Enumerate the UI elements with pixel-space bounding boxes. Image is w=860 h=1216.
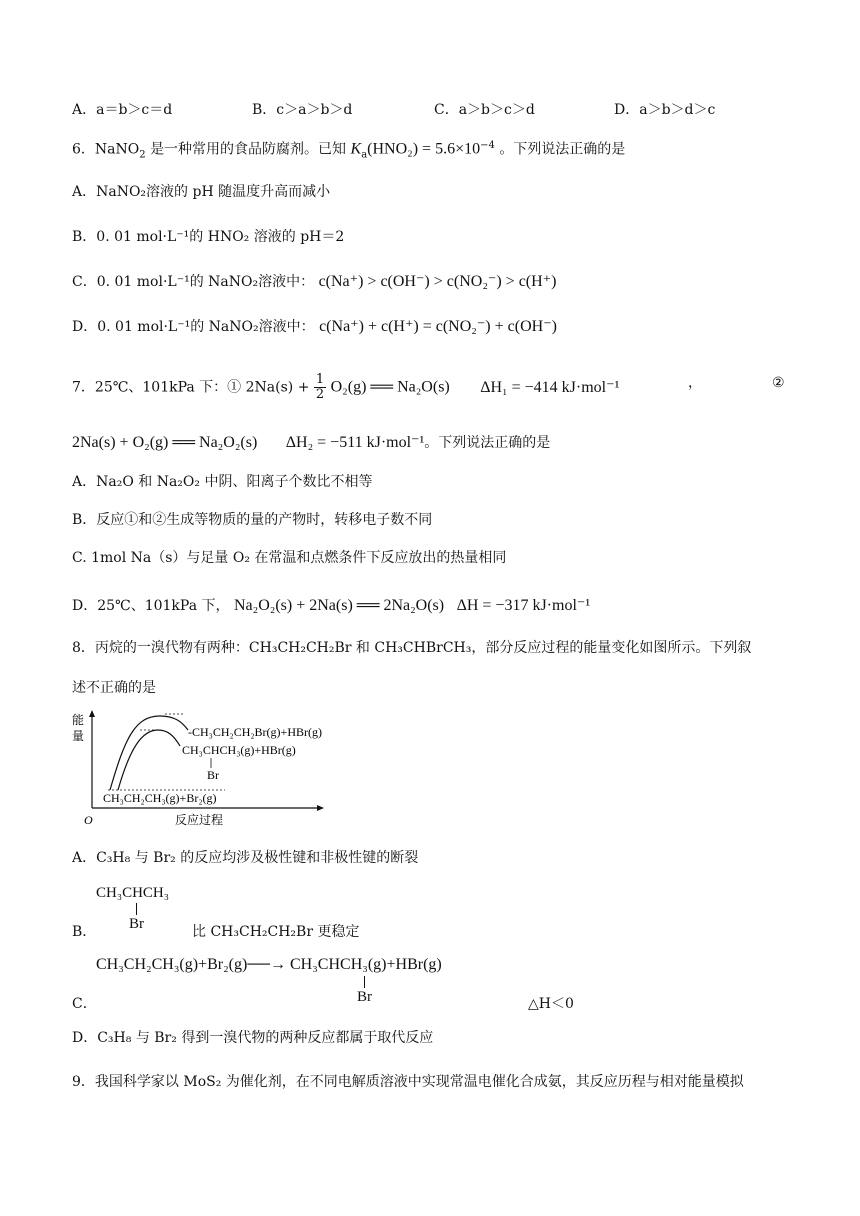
q5-option-a: A．a＝b＞c＝d — [72, 102, 173, 118]
q9-stem: 9．我国科学家以 MoS₂ 为催化剂，在不同电解质溶液中实现常温电催化合成氨，其反应历程与相对能量模拟 — [72, 1074, 744, 1090]
q8-c-equation: CH₃CH₂CH₃(g)+Br₂(g)──→ CH₃CHCH₃(g)+HBr(g) — [96, 956, 442, 973]
q7-option-d: D．25℃、101kPa 下， Na₂O₂(s) + 2Na(s) ══ 2Na₂O(s) ΔH = −317 kJ·mol⁻¹ — [72, 597, 591, 614]
q6-stem: 6．NaNO$_2$ 是一种常用的食品防腐剂。已知 $K_a(HNO_2) = 5.6\times 10^{-4}$ 。下列说法正确的是 — [72, 140, 626, 161]
q8-b-br: Br — [129, 916, 144, 932]
q7-stem-line2: 2Na(s) + O₂(g) ══ Na₂O₂(s) ΔH₂ = −511 kJ·mol⁻¹。下列说法正确的是 — [72, 434, 551, 451]
q8-option-c-dh: △H＜0 — [528, 996, 574, 1012]
q8-c-br: Br — [357, 989, 372, 1005]
q8-b-bond — [136, 903, 137, 915]
q5-option-c: C．a＞b＞c＞d — [434, 102, 535, 118]
curve-2 — [118, 730, 180, 790]
y-axis-arrow — [89, 710, 95, 717]
q7-circle-2: ② — [772, 375, 785, 391]
q7-comma: ， — [688, 375, 702, 391]
x-label: 反应过程 — [175, 813, 224, 827]
q6-option-a: A．NaNO₂溶液的 pH 随温度升高而减小 — [72, 184, 331, 200]
q6-option-d: D．0. 01 mol·L⁻¹的 NaNO₂溶液中： c(Na⁺) + c(H⁺) = c(NO₂⁻) + c(OH⁻) — [72, 318, 557, 335]
y-label-2: 量 — [72, 729, 85, 743]
energy-diagram — [70, 708, 370, 828]
q5-option-d: D．a＞b＞d＞c — [614, 102, 716, 118]
x-axis-arrow — [317, 805, 324, 811]
q8-b-structure: CH₃CHCH₃ — [96, 885, 169, 901]
q8-option-a: A．C₃H₈ 与 Br₂ 的反应均涉及极性键和非极性键的断裂 — [72, 850, 419, 866]
q8-c-bond — [364, 976, 365, 988]
q8-stem-line1: 8．丙烷的一溴代物有两种：CH₃CH₂CH₂Br 和 CH₃CHBrCH₃，部分反应过程的能量变化如图所示。下列叙 — [72, 640, 752, 656]
origin-label: O — [84, 813, 93, 827]
q5-option-b: B．c＞a＞b＞d — [252, 102, 353, 118]
q8-option-b-text: 比 CH₃CH₂CH₂Br 更稳定 — [192, 924, 360, 940]
q8-option-b-label: B． — [72, 924, 97, 940]
q8-option-c-label: C． — [72, 996, 97, 1012]
y-label-1: 能 — [72, 713, 85, 727]
q7-option-c: C. 1mol Na（s）与足量 O₂ 在常温和点燃条件下反应放出的热量相同 — [72, 550, 507, 566]
q7-stem-line1: 7．25℃、101kPa 下：① 2Na(s) + $\frac{1}{2}$ O₂(g) ══ Na₂O(s) ΔH₁ = −414 kJ·mol⁻¹ — [72, 372, 620, 402]
q6-option-c: C．0. 01 mol·L⁻¹的 NaNO₂溶液中： c(Na⁺) > c(OH⁻) > c(NO₂⁻) > c(H⁺) — [72, 273, 557, 290]
q6-option-b: B．0. 01 mol·L⁻¹的 HNO₂ 溶液的 pH＝2 — [72, 229, 345, 245]
q7-option-b: B．反应①和②生成等物质的量的产物时，转移电子数不同 — [72, 512, 433, 528]
product-2-label: CH₃CHCH₃(g)+HBr(g) — [182, 743, 296, 757]
reactant-label: CH₃CH₂CH₃(g)+Br₂(g) — [103, 791, 217, 805]
q8-option-d: D．C₃H₈ 与 Br₂ 得到一溴代物的两种反应都属于取代反应 — [72, 1030, 434, 1046]
q7-option-a: A．Na₂O 和 Na₂O₂ 中阴、阳离子个数比不相等 — [72, 474, 373, 490]
product-1-label: -CH₃CH₂CH₂Br(g)+HBr(g) — [188, 725, 322, 739]
q8-stem-line2: 述不正确的是 — [72, 680, 156, 696]
product-2-br: Br — [207, 768, 219, 782]
